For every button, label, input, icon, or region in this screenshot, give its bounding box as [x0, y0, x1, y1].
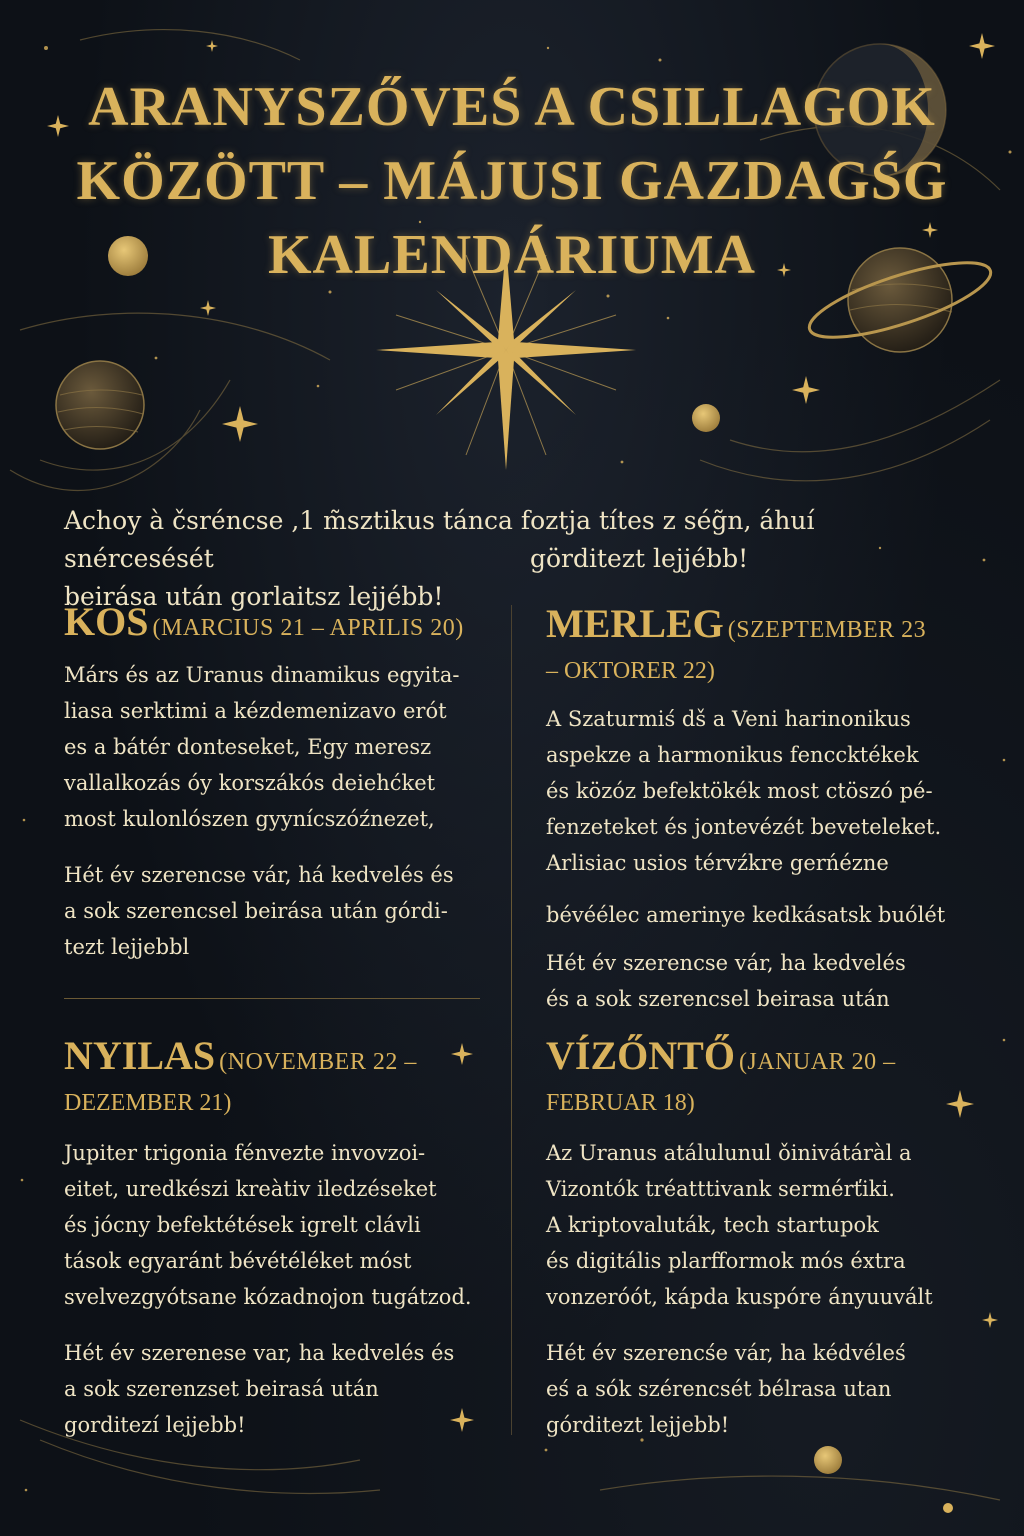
text-line: Hét év szerenese var, ha kedvelés és: [64, 1341, 455, 1365]
section-divider: [64, 998, 480, 999]
sign-heading: [546, 1033, 966, 1121]
text-line: A Szaturmiś dš a Veni harinonikus: [546, 707, 911, 731]
column-divider: [511, 605, 512, 1435]
planet-icon: [56, 361, 144, 449]
text-line: és közóz befektökék most ctöszó pé-: [546, 779, 933, 803]
sign-nyilas: [64, 1033, 484, 1443]
text-line: Az Uranus atálulunul ǒinivátáràl a: [546, 1141, 912, 1165]
text-line: és digitális plarfformok mós éxtra: [546, 1249, 906, 1273]
text-line: eś a sók szérencsét bélrasa utan: [546, 1377, 892, 1401]
text-line: tezt lejjebbl: [64, 935, 190, 959]
text-line: liasa serktimi a kézdemenizavo erót: [64, 699, 447, 723]
text-line: górditezt lejjebb!: [546, 1413, 730, 1437]
text-line: és jócny befektétések igrelt clávli: [64, 1213, 421, 1237]
sign-dates-cont: FEBRUAR 18): [546, 1090, 695, 1116]
text-line: eitet, uredkészi kreàtiv iledzéseket: [64, 1177, 437, 1201]
text-line: most kulonlószen gyynícszóźnezet,: [64, 807, 435, 831]
sign-dates: (SZEPTEMBER 23: [727, 617, 927, 643]
intro-line-2b: görditezt lejjébb!: [530, 544, 749, 573]
text-line: Hét év szerencśe vár, ha kédvéleś: [546, 1341, 906, 1365]
text-line: Hét év szerencse vár, ha kedvelés: [546, 951, 906, 975]
text-line: fenzeteket és jontevézét beveteleket.: [546, 815, 942, 839]
sign-name: VÍZŐNTŐ: [546, 1033, 735, 1078]
text-line: vonzeróót, kápda kuspóre ányuuvált: [546, 1285, 933, 1309]
sign-vizonto: [546, 1033, 966, 1443]
text-line: a sok szerencsel beirása után górdi-: [64, 899, 448, 923]
text-line: Vizontók tréatttivank sermérťiki.: [546, 1177, 895, 1201]
text-line: a sok szerenzset beirasá után: [64, 1377, 379, 1401]
sign-merleg: [546, 601, 966, 1017]
sign-name: NYILAS: [64, 1033, 216, 1078]
sign-heading: [546, 601, 966, 689]
sign-heading: [64, 599, 484, 651]
intro-line-2a: beirása után gorlaitsz lejjébb!: [64, 582, 444, 611]
title-line-3: KALENDÁRIUMA: [268, 224, 756, 286]
text-line: Márs és az Uranus dinamikus egyita-: [64, 663, 460, 687]
text-line: Jupiter trigonia fénvezte invovzoi-: [64, 1141, 426, 1165]
sign-name: KOS: [64, 599, 149, 644]
text-line: tások egyaránt bévétéléket móst: [64, 1249, 412, 1273]
text-line: Arlisiac usios térvźkre gerńézne: [546, 851, 889, 875]
text-line: svelvezgyótsane kózadnojon tugátzod.: [64, 1285, 472, 1309]
sign-dates-cont: – OKTORER 22): [546, 658, 715, 684]
sign-dates-cont: DEZEMBER 21): [64, 1090, 232, 1116]
text-line: es a bátér donteseket, Egy meresz: [64, 735, 432, 759]
sign-kos: [64, 599, 484, 965]
intro-line-1: Achoy à čsréncse ,1 m̃sztikus tánca foztja títes z ség̃n, áhuí snércesését: [64, 506, 815, 573]
text-line: vallalkozás óy korszákós deiehćket: [64, 771, 436, 795]
small-planet-icon: [692, 404, 720, 432]
text-line: Hét év szerencse vár, há kedvelés és: [64, 863, 454, 887]
sign-dates: (JANUAR 20 –: [738, 1049, 896, 1075]
title-line-2: KÖZÖTT – MÁJUSI GAZDAGŚG: [76, 150, 948, 212]
text-line: A kriptovaluták, tech startupok: [546, 1213, 879, 1237]
intro-text: [64, 502, 964, 616]
small-planet-icon: [814, 1446, 842, 1474]
text-line: gorditezí lejjebb!: [64, 1413, 246, 1437]
sign-name: MERLEG: [546, 601, 724, 646]
sign-dates: (MARCIUS 21 – APRILIS 20): [152, 615, 464, 641]
text-line: bévéélec amerinye kedkásatsk buólét: [546, 903, 946, 927]
text-line: aspekze a harmonikus fenccktékek: [546, 743, 919, 767]
page-title: [40, 70, 984, 292]
sign-dates: (NOVEMBER 22 –: [219, 1049, 417, 1075]
title-line-1: ARANYSZŐVEŚ A CSILLAGOK: [88, 76, 936, 138]
sign-heading: [64, 1033, 484, 1121]
text-line: és a sok szerencsel beirasa után: [546, 987, 890, 1011]
